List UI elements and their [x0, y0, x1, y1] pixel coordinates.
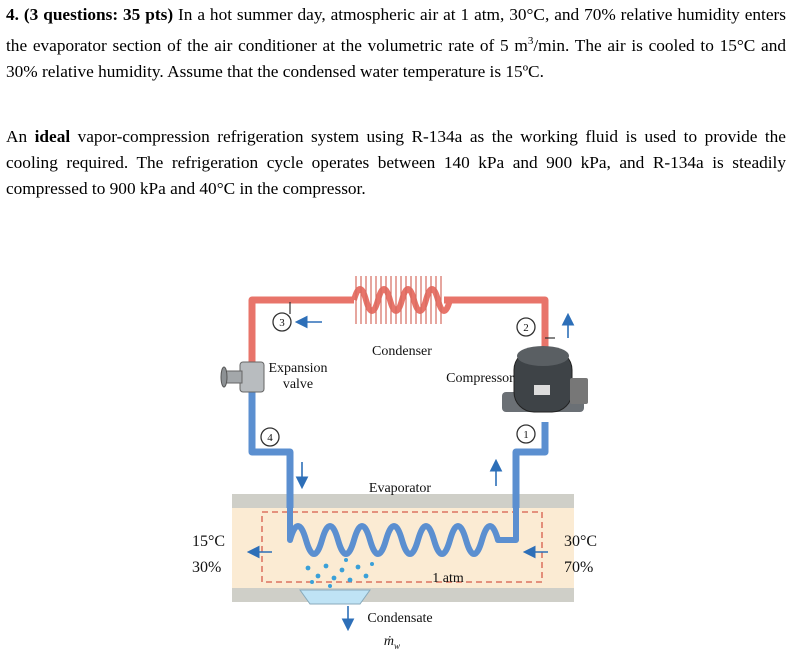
condensate-pan	[300, 590, 370, 604]
problem-text-2b: vapor-compression refrigeration system using R-134a as the working fluid is used to provide the cooling required. The refrigeration cycle operates between 140 kPa and 900 kPa, and R-134a is steadily compressed to 900 kPa and 40°C in the compressor.	[6, 127, 786, 198]
cube-superscript: 3	[527, 35, 534, 47]
problem-text-1a: In a hot summer day, atmospheric air at 1 atm, 30°C, and 70% relative humidity enters the evaporator section of the air conditioner at the volumetric rate of 5 m	[6, 5, 786, 55]
condensate-label: Condensate	[367, 611, 433, 626]
ideal-keyword: ideal	[34, 127, 71, 146]
inlet-humidity: 70%	[564, 559, 594, 576]
expansion-valve-label-2: valve	[282, 377, 314, 392]
condenser-label: Condenser	[372, 344, 432, 359]
problem-text-1b: /min. The air is cooled to 15°C and 30% relative humidity. Assume that the condensed water temperature is 15ºC.	[6, 35, 786, 81]
state-3-label: 3	[279, 317, 285, 329]
expansion-valve	[221, 362, 264, 392]
state-1-label: 1	[523, 429, 529, 441]
mass-flow-symbol: ṁ	[383, 634, 395, 649]
pressure-label: 1 atm	[432, 571, 464, 586]
mass-flow-subscript: w	[394, 641, 401, 651]
outlet-humidity: 30%	[192, 559, 222, 576]
state-4-label: 4	[267, 432, 273, 444]
expansion-valve-label-1: Expansion	[268, 361, 328, 376]
question-number: 4.	[6, 5, 19, 24]
problem-text-2a: An	[6, 127, 35, 146]
condenser-coil	[354, 276, 450, 324]
compressor-label: Compressor	[446, 371, 514, 386]
inlet-temperature: 30°C	[564, 533, 598, 550]
mass-flow-label	[384, 634, 400, 651]
evaporator-label: Evaporator	[368, 481, 432, 496]
outlet-temperature: 15°C	[192, 533, 226, 550]
state-2-label: 2	[523, 322, 529, 334]
compressor	[502, 346, 588, 412]
question-points: (3 questions: 35 pts)	[23, 5, 174, 24]
